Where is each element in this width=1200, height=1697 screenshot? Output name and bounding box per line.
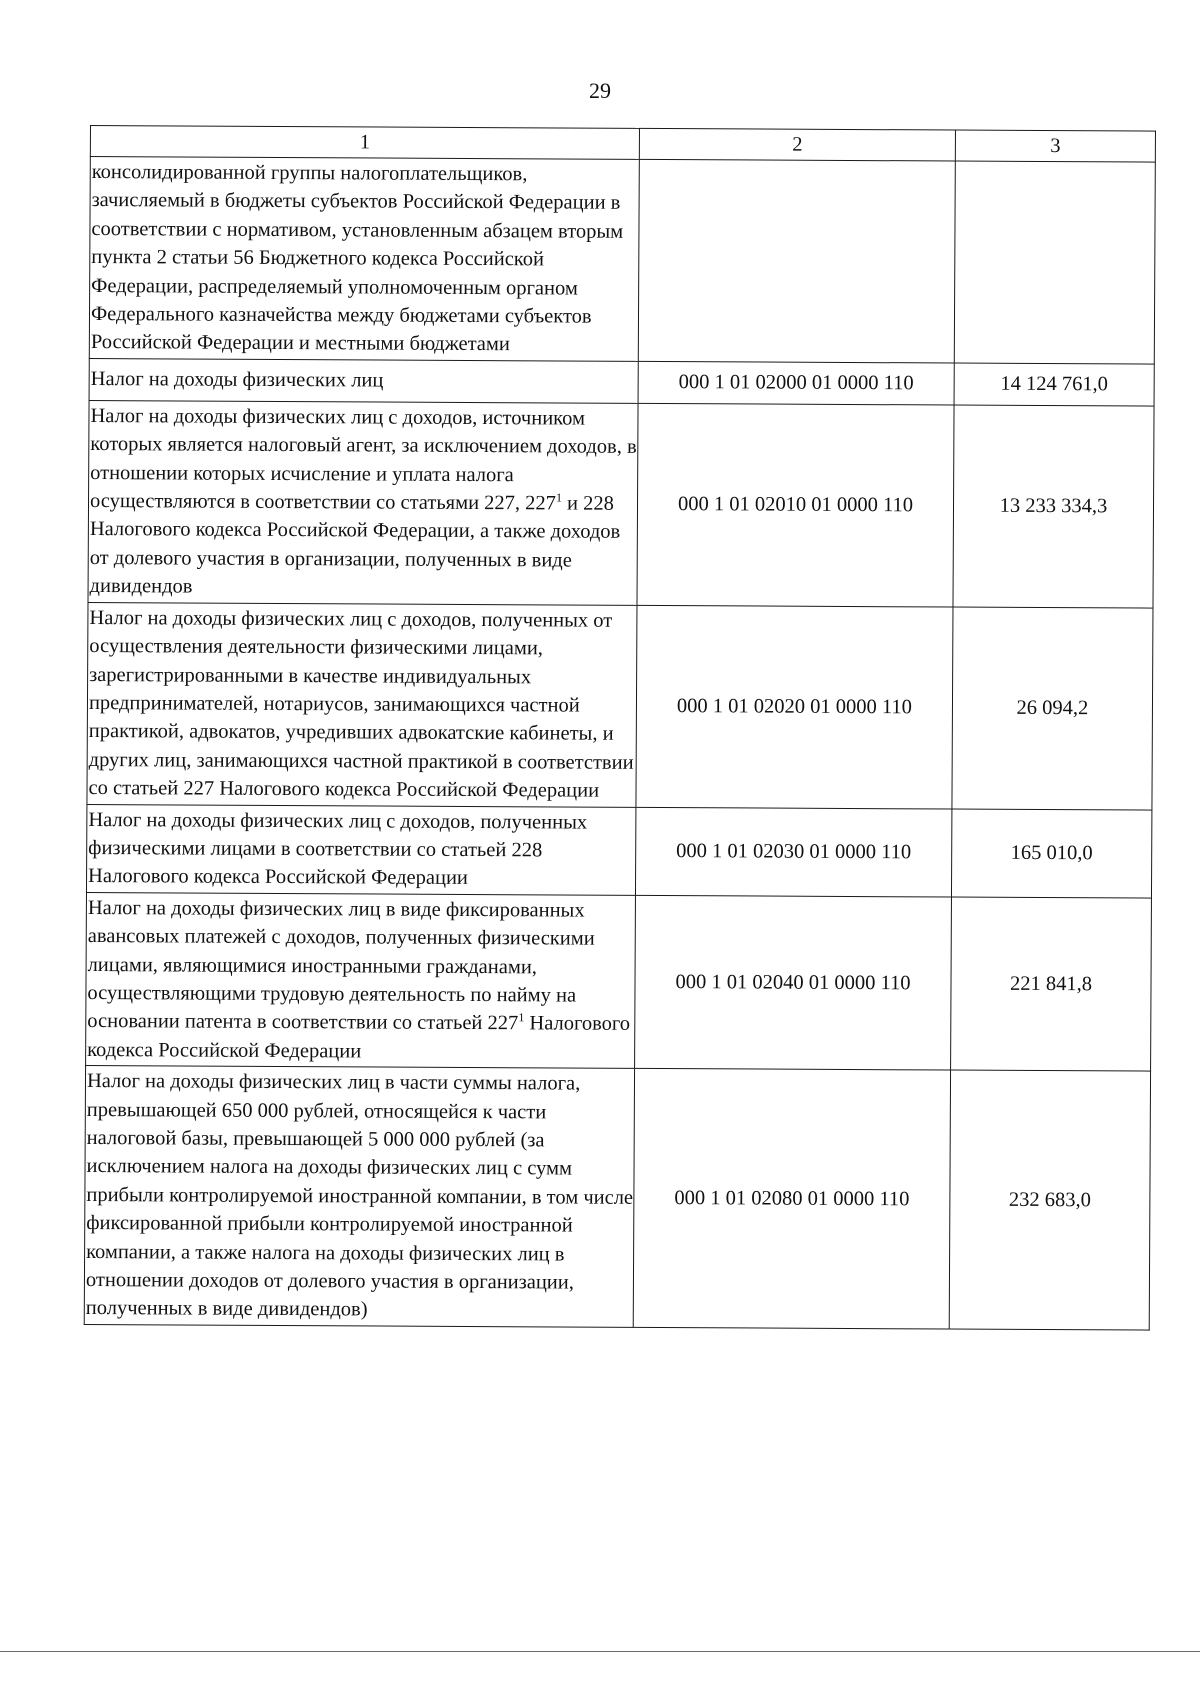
table-row [86, 804, 1151, 898]
budget-code-cell: 000 1 01 02040 01 0000 110 [635, 895, 952, 1070]
superscript-index: 1 [555, 490, 563, 505]
income-name-text: и 228 Налогового кодекса Российской Федерации, а также доходов от долевого участия в организации, полученных в виде дивидендов [89, 492, 621, 598]
income-name-cell: консолидированной группы налогоплательщиков, зачисляемый в бюджеты субъектов Российской Федерации в соответствии с нормативом, установленным абзацем вторым пункта 2 статьи 56 Бюджетного кодекса Российской Федерации, распределяемый уполномоченным органом Федерального казначейства между бюджетами субъектов Российской Федерации и местными бюджетами [89, 157, 639, 362]
income-name-cell: Налог на доходы физических лиц с доходов, полученных от осуществления деятельности физическими лицами, зарегистрированными в качестве индивидуальных предпринимателей, нотариусов, занимающихся частной практикой, адвокатов, учредивших адвокатские кабинеты, и других лиц, занимающихся частной практикой в соответствии со статьей 227 Налогового кодекса Российской Федерации [87, 602, 637, 807]
amount-cell: 26 094,2 [952, 607, 1153, 810]
amount-cell [954, 161, 1155, 364]
budget-code-cell [638, 159, 955, 362]
amount-cell: 221 841,8 [951, 897, 1152, 1071]
amount-cell: 14 124 761,0 [954, 363, 1154, 406]
amount-cell: 165 010,0 [951, 809, 1151, 898]
amount-cell: 232 683,0 [949, 1070, 1150, 1330]
budget-code-cell: 000 1 01 02010 01 0000 110 [637, 403, 954, 606]
table-row [89, 358, 1154, 406]
page-number: 29 [589, 78, 611, 103]
column-header-3: 3 [955, 130, 1155, 162]
table-row [84, 1066, 1150, 1330]
income-name-text: Налог на доходы физических лиц с доходов, источником которых является налоговый агент, за исключением доходов, в отношении которых исчисление и уплата налога осуществляются в соответствии со статьями 227, 227 [89, 404, 637, 515]
income-name-cell [86, 892, 636, 1068]
budget-code-cell: 000 1 01 02030 01 0000 110 [635, 807, 951, 897]
table-row [86, 892, 1152, 1071]
table-row [87, 602, 1153, 809]
column-header-1: 1 [90, 126, 639, 160]
budget-code-cell: 000 1 01 02020 01 0000 110 [636, 605, 953, 808]
income-name-cell: Налог на доходы физических лиц с доходов, полученных физическими лицами в соответствии со статьей 228 Налогового кодекса Российской Федерации [86, 804, 635, 895]
amount-cell: 13 233 334,3 [953, 405, 1154, 608]
income-name-text: Налогового кодекса Российской Федерации [87, 1012, 631, 1063]
table-row [88, 400, 1154, 607]
budget-code-cell: 000 1 01 02000 01 0000 110 [638, 361, 954, 405]
revenue-table [84, 125, 1156, 1330]
bottom-divider [0, 1651, 1200, 1652]
income-name-cell: Налог на доходы физических лиц [89, 358, 638, 403]
income-name-cell [88, 400, 638, 605]
income-name-text: Налог на доходы физических лиц в виде фиксированных авансовых платежей с доходов, полученных физическими лицами, являющимися иностранными гражданами, осуществляющими трудовую деятельность по найму на основании патента в соответствии со статьей 227 [87, 896, 595, 1035]
superscript-index: 1 [518, 1010, 525, 1025]
income-name-cell: Налог на доходы физических лиц в части суммы налога, превышающей 650 000 рублей, относящейся к части налоговой базы, превышающей 5 000 000 рублей (за исключением налога на доходы физических лиц с сумм прибыли контролируемой иностранной компании, в том числе фиксированной прибыли контролируемой иностранной компании, а также налога на доходы физических лиц в отношении доходов от долевого участия в организации, полученных в виде дивидендов) [84, 1066, 634, 1328]
budget-code-cell: 000 1 01 02080 01 0000 110 [633, 1069, 950, 1329]
table-row [89, 157, 1155, 364]
column-header-2: 2 [639, 128, 955, 161]
